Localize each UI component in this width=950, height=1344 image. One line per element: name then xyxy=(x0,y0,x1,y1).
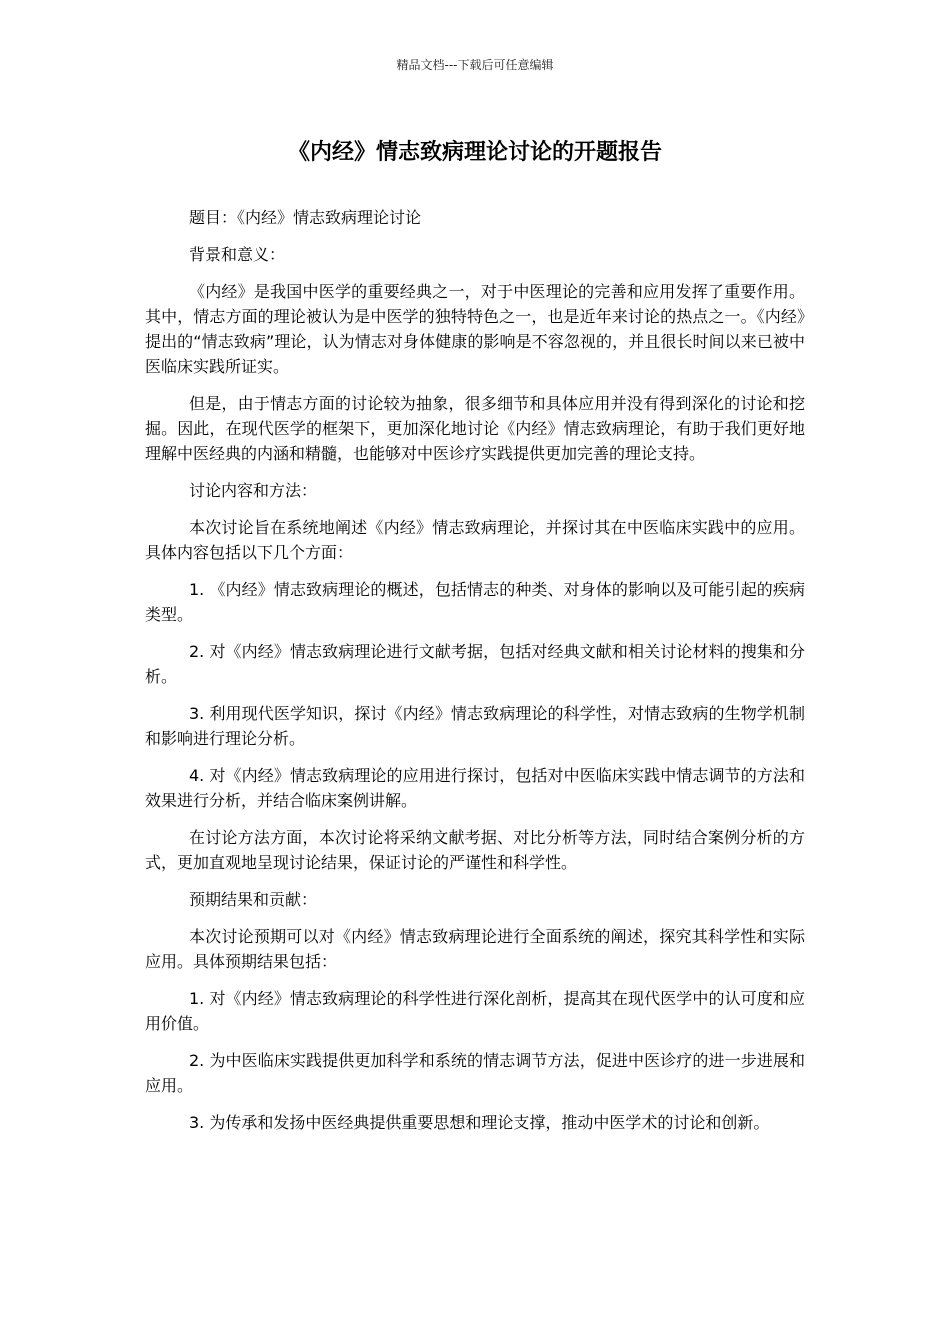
list-item: 2. 为中医临床实践提供更加科学和系统的情志调节方法，促进中医诊疗的进一步进展和应用。 xyxy=(145,1051,805,1095)
list-item: 2. 对《内经》情志致病理论进行文献考据，包括对经典文献和相关讨论材料的搜集和分析。 xyxy=(145,642,805,686)
subject-line: 题目：《内经》情志致病理论讨论 xyxy=(189,208,422,227)
header-note: 精品文档---下载后可任意编辑 xyxy=(396,58,554,72)
body-paragraph: 《内经》是我国中医学的重要经典之一，对于中医理论的完善和应用发挥了重要作用。其中，情志方面的理论被认为是中医学的独特特色之一，也是近年来讨论的热点之一。《内经》提出的“情志致病”理论，认为情志对身体健康的影响是不容忽视的，并且很长时间以来已被中医临床实践所证实。 xyxy=(145,282,805,376)
list-item: 1. 对《内经》情志致病理论的科学性进行深化剖析，提高其在现代医学中的认可度和应用价值。 xyxy=(145,989,805,1033)
list-item: 3. 利用现代医学知识，探讨《内经》情志致病理论的科学性，对情志致病的生物学机制和影响进行理论分析。 xyxy=(145,704,805,748)
body-paragraph: 本次讨论旨在系统地阐述《内经》情志致病理论，并探讨其在中医临床实践中的应用。具体内容包括以下几个方面： xyxy=(145,518,805,562)
body-paragraph: 在讨论方法方面，本次讨论将采纳文献考据、对比分析等方法，同时结合案例分析的方式，更加直观地呈现讨论结果，保证讨论的严谨性和科学性。 xyxy=(145,828,805,872)
section-heading-expected-results: 预期结果和贡献： xyxy=(189,890,318,909)
list-item: 1. 《内经》情志致病理论的概述，包括情志的种类、对身体的影响以及可能引起的疾病类型。 xyxy=(145,580,805,624)
document-title: 《内经》情志致病理论讨论的开题报告 xyxy=(287,140,662,165)
body-paragraph: 但是，由于情志方面的讨论较为抽象，很多细节和具体应用并没有得到深化的讨论和挖掘。因此，在现代医学的框架下，更加深化地讨论《内经》情志致病理论，有助于我们更好地理解中医经典的内涵和精髓，也能够对中医诊疗实践提供更加完善的理论支持。 xyxy=(145,394,805,463)
section-heading-content-method: 讨论内容和方法： xyxy=(189,481,318,500)
list-item: 3. 为传承和发扬中医经典提供重要思想和理论支撑，推动中医学术的讨论和创新。 xyxy=(189,1113,770,1132)
section-heading-background: 背景和意义： xyxy=(189,245,286,264)
document-body xyxy=(145,205,805,1147)
list-item: 4. 对《内经》情志致病理论的应用进行探讨，包括对中医临床实践中情志调节的方法和效果进行分析，并结合临床案例讲解。 xyxy=(145,766,805,810)
body-paragraph: 本次讨论预期可以对《内经》情志致病理论进行全面系统的阐述，探究其科学性和实际应用。具体预期结果包括： xyxy=(145,927,805,971)
